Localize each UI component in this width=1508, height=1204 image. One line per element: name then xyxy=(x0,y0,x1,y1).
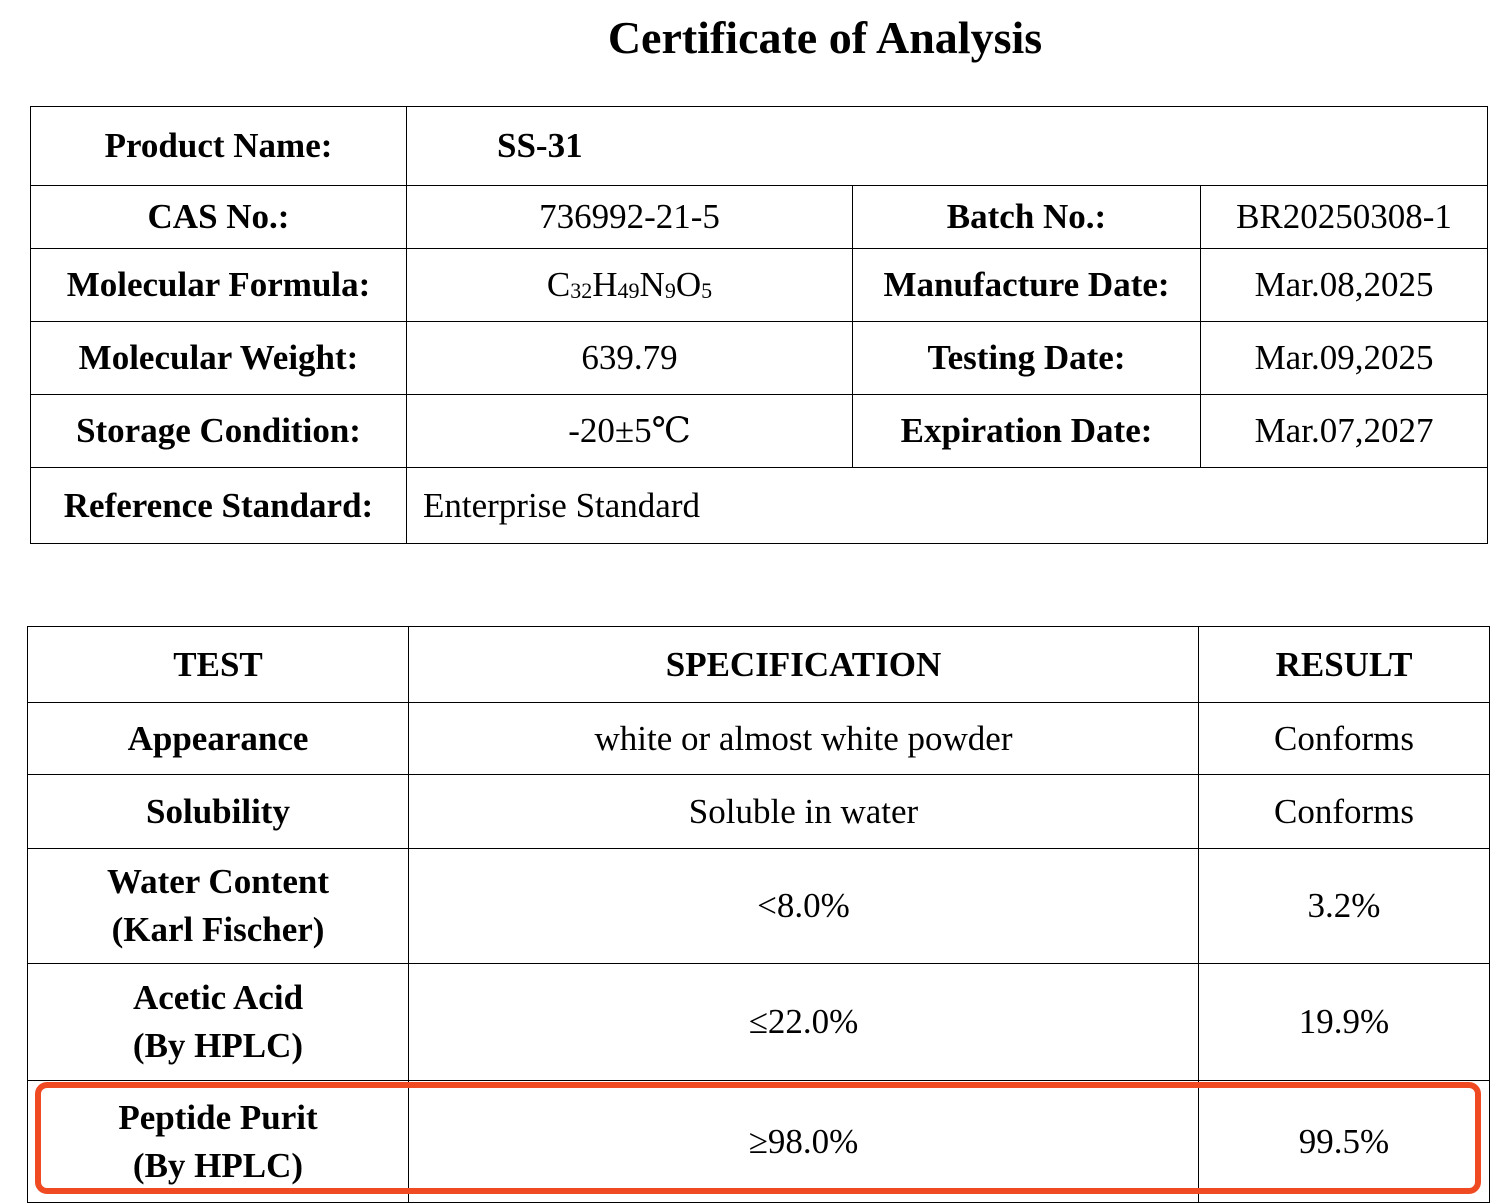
product-info-table xyxy=(30,106,1488,544)
table-row xyxy=(28,703,1490,775)
testing-date-label: Testing Date: xyxy=(853,322,1201,395)
table-row xyxy=(28,1081,1490,1203)
result-value: Conforms xyxy=(1199,703,1490,775)
result-column-header: RESULT xyxy=(1199,627,1490,703)
formula-value: $C_{32}H_{49}N_9O_5$ xyxy=(407,249,853,322)
test-header-row xyxy=(28,627,1490,703)
weight-label: Molecular Weight: xyxy=(31,322,407,395)
product-name-value: SS-31 xyxy=(407,107,1488,186)
specification-value: ≥98.0% xyxy=(409,1081,1199,1203)
formula-label: Molecular Formula: xyxy=(31,249,407,322)
cas-value: 736992-21-5 xyxy=(407,186,853,249)
test-results-table xyxy=(27,626,1490,1203)
batch-label: Batch No.: xyxy=(853,186,1201,249)
storage-label: Storage Condition: xyxy=(31,395,407,468)
result-value: Conforms xyxy=(1199,775,1490,849)
weight-testing-row xyxy=(31,322,1488,395)
test-name: Appearance xyxy=(28,703,409,775)
product-name-row xyxy=(31,107,1488,186)
manufacture-date-value: Mar.08,2025 xyxy=(1201,249,1488,322)
table-row xyxy=(28,849,1490,964)
test-name: Acetic Acid (By HPLC) xyxy=(28,964,409,1081)
specification-value: Soluble in water xyxy=(409,775,1199,849)
specification-value: white or almost white powder xyxy=(409,703,1199,775)
product-name-label: Product Name: xyxy=(31,107,407,186)
cas-label: CAS No.: xyxy=(31,186,407,249)
batch-value: BR20250308-1 xyxy=(1201,186,1488,249)
storage-expiration-row xyxy=(31,395,1488,468)
testing-date-value: Mar.09,2025 xyxy=(1201,322,1488,395)
expiration-date-value: Mar.07,2027 xyxy=(1201,395,1488,468)
document-title: Certificate of Analysis xyxy=(607,12,1043,63)
test-name: Solubility xyxy=(28,775,409,849)
weight-value: 639.79 xyxy=(407,322,853,395)
reference-value: Enterprise Standard xyxy=(407,468,1488,544)
reference-row xyxy=(31,468,1488,544)
specification-value: ≤22.0% xyxy=(409,964,1199,1081)
result-value: 99.5% xyxy=(1199,1081,1490,1203)
result-value: 19.9% xyxy=(1199,964,1490,1081)
table-row xyxy=(28,964,1490,1081)
test-column-header: TEST xyxy=(28,627,409,703)
formula-manufacture-row xyxy=(31,249,1488,322)
specification-value: <8.0% xyxy=(409,849,1199,964)
table-row xyxy=(28,775,1490,849)
expiration-date-label: Expiration Date: xyxy=(853,395,1201,468)
result-value: 3.2% xyxy=(1199,849,1490,964)
manufacture-date-label: Manufacture Date: xyxy=(853,249,1201,322)
storage-value: -20±5℃ xyxy=(407,395,853,468)
test-name: Water Content (Karl Fischer) xyxy=(28,849,409,964)
cas-batch-row xyxy=(31,186,1488,249)
reference-label: Reference Standard: xyxy=(31,468,407,544)
test-name: Peptide Purit (By HPLC) xyxy=(28,1081,409,1203)
specification-column-header: SPECIFICATION xyxy=(409,627,1199,703)
